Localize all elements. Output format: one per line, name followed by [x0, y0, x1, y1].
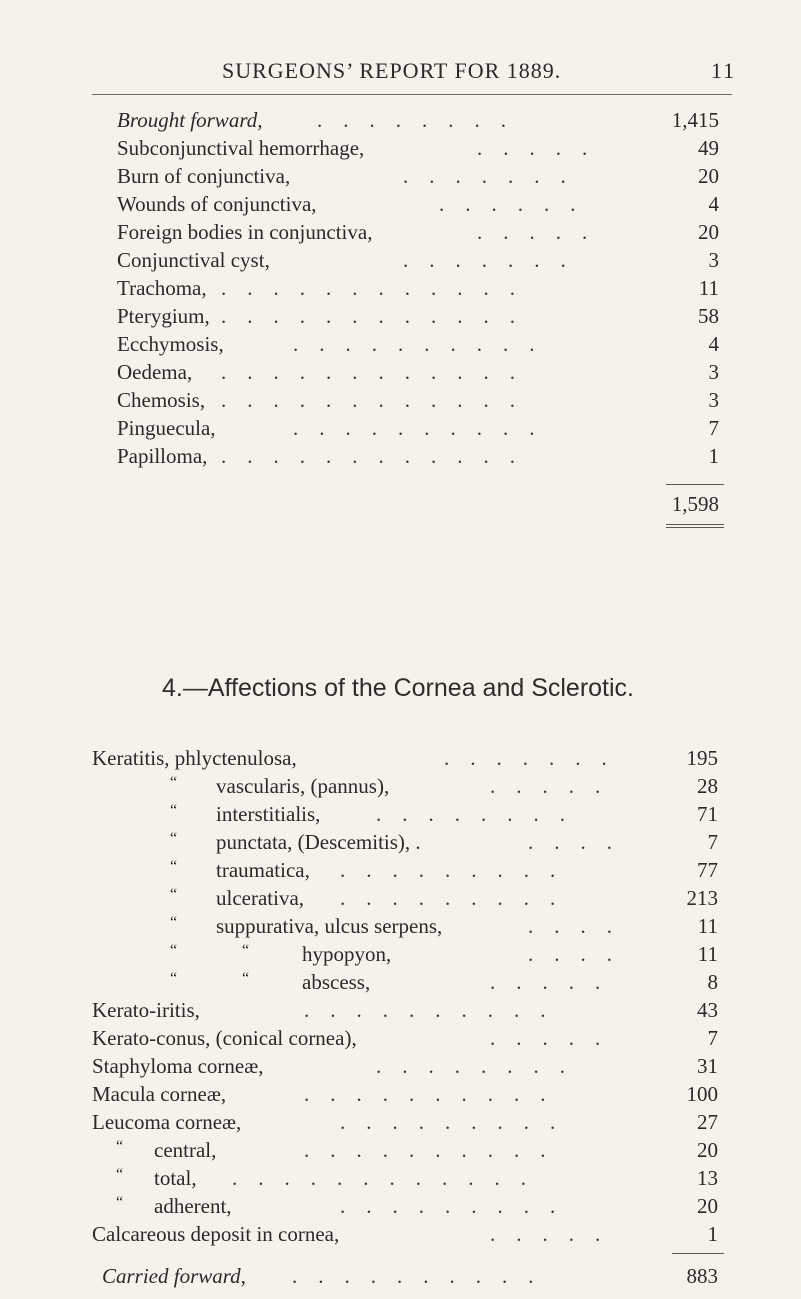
- row-label: Subconjunctival hemorrhage,: [117, 136, 365, 160]
- total-row: [117, 490, 719, 518]
- row-label: Foreign bodies in conjunctiva,: [117, 220, 373, 244]
- row-label: Kerato-iritis,: [92, 998, 200, 1022]
- row-label: Chemosis,: [117, 388, 206, 412]
- row-label: vascularis, (pannus),: [216, 774, 390, 798]
- sum-rule: [672, 1253, 724, 1254]
- row-label: Wounds of conjunctiva,: [117, 192, 317, 216]
- row-value: 20: [698, 220, 719, 244]
- table-row: Burn of conjunctiva, . . . . . . . 20: [117, 164, 719, 188]
- row-label: Conjunctival cyst,: [117, 248, 270, 272]
- ditto-mark: “: [242, 970, 250, 987]
- row-value: 20: [698, 164, 719, 188]
- table-row: Calcareous deposit in cornea, . . . . . 1: [92, 1222, 718, 1246]
- table-row: “ interstitialis, . . . . . . . . 71: [170, 802, 718, 826]
- table-row: Oedema, . . . . . . . . . . . . 3: [117, 360, 719, 384]
- report-title: SURGEONS’ REPORT FOR 1889.: [222, 58, 562, 83]
- carried-forward-row: Carried forward, . . . . . . . . . . 883: [102, 1264, 718, 1288]
- table-row: “ traumatica, . . . . . . . . . 77: [170, 858, 718, 882]
- row-value: 1: [708, 444, 719, 468]
- table-row: Pterygium, . . . . . . . . . . . . 58: [117, 304, 719, 328]
- row-label: Oedema,: [117, 360, 193, 384]
- row-label: central,: [154, 1138, 217, 1162]
- table-row: Kerato-iritis, . . . . . . . . . . 43: [92, 998, 718, 1022]
- row-label: Staphyloma corneæ,: [92, 1054, 264, 1078]
- row-label: Keratitis, phlyctenulosa,: [92, 746, 297, 770]
- table-row: “ “ hypopyon, . . . . 11: [170, 942, 718, 966]
- table-row: Trachoma, . . . . . . . . . . . . 11: [117, 276, 719, 300]
- row-label: adherent,: [154, 1194, 232, 1218]
- row-value: 11: [697, 914, 718, 938]
- sum-rule: [666, 484, 724, 485]
- row-label: Pterygium,: [117, 304, 210, 328]
- table-row: “ “ abscess, . . . . . 8: [170, 970, 718, 994]
- row-value: 213: [686, 886, 718, 910]
- row-label: Ecchymosis,: [117, 332, 224, 356]
- table-row: “ ulcerativa, . . . . . . . . . 213: [170, 886, 718, 910]
- row-value: 8: [707, 970, 718, 994]
- ditto-mark: “: [242, 942, 250, 959]
- row-value: 58: [698, 304, 719, 328]
- row-label: Kerato-conus, (conical cornea),: [92, 1026, 357, 1050]
- table-row: “ total, . . . . . . . . . . . . 13: [116, 1166, 718, 1190]
- ditto-mark: “: [116, 1138, 124, 1155]
- row-label: interstitialis,: [216, 802, 321, 826]
- row-value: 77: [697, 858, 718, 882]
- row-value: 7: [707, 830, 718, 854]
- row-value: 7: [708, 416, 719, 440]
- table-row: Foreign bodies in conjunctiva, . . . . . 20: [117, 220, 719, 244]
- row-value: 28: [697, 774, 718, 798]
- header-rule: [92, 94, 732, 95]
- row-label: Papilloma,: [117, 444, 208, 468]
- row-label: punctata, (Descemitis), .: [216, 830, 421, 854]
- running-head: [0, 58, 801, 88]
- table-row: Macula corneæ, . . . . . . . . . . 100: [92, 1082, 718, 1106]
- table-row: Papilloma, . . . . . . . . . . . . 1: [117, 444, 719, 468]
- double-rule: [666, 527, 724, 528]
- row-label: Pinguecula,: [117, 416, 216, 440]
- double-rule: [666, 524, 724, 525]
- table-row: Staphyloma corneæ, . . . . . . . . 31: [92, 1054, 718, 1078]
- row-value: 71: [697, 802, 718, 826]
- row-value: 31: [697, 1054, 718, 1078]
- row-value: 3: [708, 388, 719, 412]
- table-row: Wounds of conjunctiva, . . . . . . 4: [117, 192, 719, 216]
- table-row: Ecchymosis, . . . . . . . . . . 4: [117, 332, 719, 356]
- ditto-mark: “: [170, 942, 178, 959]
- table-row: “ vascularis, (pannus), . . . . . 28: [170, 774, 718, 798]
- row-value: 100: [686, 1082, 718, 1106]
- row-value: 27: [697, 1110, 718, 1134]
- table-row: “ adherent, . . . . . . . . . 20: [116, 1194, 718, 1218]
- ditto-mark: “: [116, 1194, 124, 1211]
- ditto-mark: “: [170, 858, 178, 875]
- table-row: Kerato-conus, (conical cornea), . . . . . 7: [92, 1026, 718, 1050]
- row-value: 49: [698, 136, 719, 160]
- row-value: 883: [686, 1264, 718, 1288]
- row-value: 13: [697, 1166, 718, 1190]
- table-row: Keratitis, phlyctenulosa, . . . . . . . 195: [92, 746, 718, 770]
- brought-forward-row: Brought forward, . . . . . . . . 1,415: [117, 108, 719, 132]
- table-row: Conjunctival cyst, . . . . . . . 3: [117, 248, 719, 272]
- page-number: 11: [711, 58, 737, 83]
- row-value: 7: [707, 1026, 718, 1050]
- row-label: hypopyon,: [302, 942, 392, 966]
- table-row: “ central, . . . . . . . . . . 20: [116, 1138, 718, 1162]
- row-value: 11: [698, 276, 719, 300]
- row-value: 1: [707, 1222, 718, 1246]
- total-value: 1,598: [671, 492, 719, 516]
- table-row: Subconjunctival hemorrhage, . . . . . 49: [117, 136, 719, 160]
- row-value: 1,415: [671, 108, 719, 132]
- row-value: 195: [686, 746, 718, 770]
- ditto-mark: “: [170, 886, 178, 903]
- ditto-mark: “: [116, 1166, 124, 1183]
- row-label: ulcerativa,: [216, 886, 305, 910]
- table-row: Pinguecula, . . . . . . . . . . 7: [117, 416, 719, 440]
- row-label: total,: [154, 1166, 197, 1190]
- row-value: 4: [708, 332, 719, 356]
- row-label: Carried forward,: [102, 1264, 246, 1288]
- row-value: 43: [697, 998, 718, 1022]
- table-row: “ punctata, (Descemitis), . . . . . 7: [170, 830, 718, 854]
- section-heading: 4.—Affections of the Cornea and Sclerotic.: [161, 674, 635, 702]
- table-row: “ suppurativa, ulcus serpens, . . . . 11: [170, 914, 718, 938]
- ditto-mark: “: [170, 970, 178, 987]
- table-row: Leucoma corneæ, . . . . . . . . . 27: [92, 1110, 718, 1134]
- table-row: Chemosis, . . . . . . . . . . . . 3: [117, 388, 719, 412]
- row-label: Macula corneæ,: [92, 1082, 227, 1106]
- row-value: 3: [708, 360, 719, 384]
- ditto-mark: “: [170, 802, 178, 819]
- row-label: Trachoma,: [117, 276, 207, 300]
- row-label: abscess,: [302, 970, 371, 994]
- row-label: Burn of conjunctiva,: [117, 164, 291, 188]
- row-value: 11: [697, 942, 718, 966]
- ditto-mark: “: [170, 774, 178, 791]
- row-value: 20: [697, 1138, 718, 1162]
- row-value: 4: [708, 192, 719, 216]
- row-label: Calcareous deposit in cornea,: [92, 1222, 340, 1246]
- row-label: Brought forward,: [117, 108, 263, 132]
- row-value: 20: [697, 1194, 718, 1218]
- row-label: traumatica,: [216, 858, 310, 882]
- row-label: suppurativa, ulcus serpens,: [216, 914, 443, 938]
- row-label: Leucoma corneæ,: [92, 1110, 242, 1134]
- row-value: 3: [708, 248, 719, 272]
- ditto-mark: “: [170, 830, 178, 847]
- ditto-mark: “: [170, 914, 178, 931]
